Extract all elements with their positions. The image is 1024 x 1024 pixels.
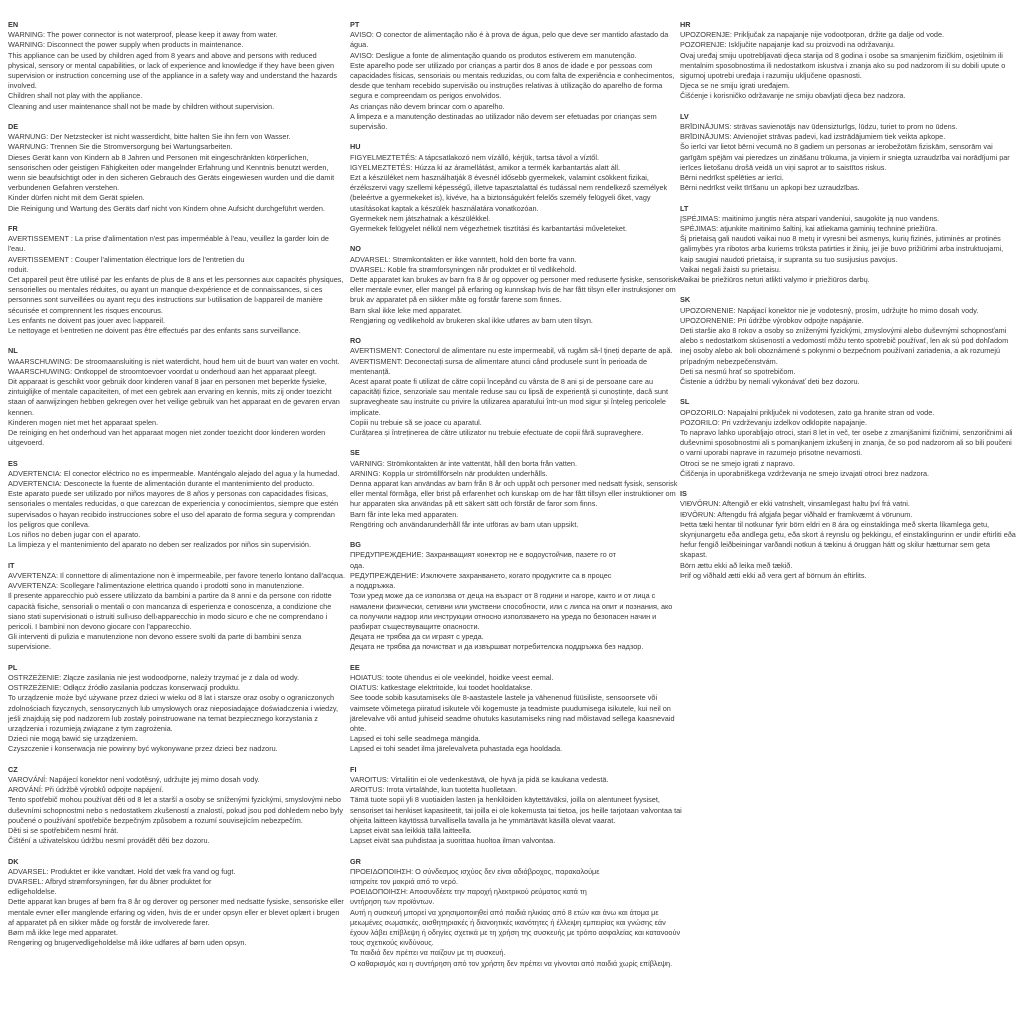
warning-text-line: ARNING: Koppla ur strömtillförseln när produkten underhålls. — [350, 468, 548, 478]
language-code: DK — [8, 856, 19, 866]
warning-text-line: Le nettoyage et l›entretien ne doivent pas être effectués par des enfants sans surveillance. — [8, 326, 301, 336]
warning-text-line: Αυτή η συσκευή μπορεί να χρησιμοποιηθεί από παιδιά ηλικίας από 8 ετών και άνω και άτομα με μειωμένες σωματικές, αισθητηριακές ή διανοητικές ικανότητες ή έλλειψη εμπειρίας και γνώσης εάν έχουν λάβει επίβλεψη ή οδηγίες σχετικά με τη χρήση της συσκευής με τρόπο ασφαλείας και κατανοούν τους σχετικούς κινδύνους. — [350, 907, 681, 948]
language-code: LT — [680, 203, 689, 213]
warning-text-line: ĮSPĖJIMAS: maitinimo jungtis nėra atspari vandeniui, saugokite ją nuo vandens. — [680, 213, 940, 223]
language-code: EE — [350, 662, 360, 672]
warning-text-line: Čistenie a údržbu by nemali vykonávať deti bez dozoru. — [680, 377, 860, 387]
warning-text-line: Ο καθαρισμός και η συντήρηση από τον χρήστη δεν πρέπει να γίνονται από παιδιά χωρίς επίβλεψη. — [350, 958, 673, 968]
warning-text-line: WARNING: Disconnect the power supply when products in maintenance. — [8, 40, 244, 50]
warning-text-line: Lapset eivät saa leikkiä tällä laitteella. — [350, 825, 472, 835]
warning-text-line: ΡΟΕΙΔΟΠΟΙΗΣΗ: Αποσυνδέετε την παροχή ηλεκτρικού ρεύματος κατά τη — [350, 887, 587, 897]
language-code: IT — [8, 560, 15, 570]
warning-text-line: BRĪDINĀJUMS: strāvas savienotājs nav ūdensizturīgs, lūdzu, turiet to prom no ūdens. — [680, 122, 958, 132]
language-section-sk — [680, 295, 1016, 387]
warning-text-line: Vaikai negali žaisti su prietaisu. — [680, 264, 781, 274]
warning-text-line: Acest aparat poate fi utilizat de către copii începând cu vârsta de 8 ani și de persoane care au capacități fizice, senzoriale sau mentale reduse sau cu lipsă de experiență și cunoștințe, dacă sunt supravegheate sau instruite cu privire la utilizarea aparatului într-un mod sigur și înțeleg pericolele implicate. — [350, 377, 669, 417]
warning-text-line: Tämä tuote sopii yli 8 vuotiaiden lasten ja henkilöiden käytettäväksi, joilla on alentuneet fyysiset, sensoriset tai henkiset kapasiteetit, tai joilla ei ole kokemusta tai tietoa, jos heille tarjotaan valvontaa tai ohjeita laitteen käytössä turvallisella tavalla ja he ymmärtävät käsillä olevat vaarat. — [350, 795, 682, 825]
warning-text-line: UPOZORENJE: Priključak za napajanje nije vodootporan, držite ga dalje od vode. — [680, 30, 945, 40]
language-section-is — [680, 489, 1016, 581]
warning-text-line: ADVERTENCIA: Desconecte la fuente de alimentación durante el mantenimiento del producto. — [8, 479, 315, 489]
warning-text-line: Šo ierīci var lietot bērni vecumā no 8 gadiem un personas ar ierobežotām fiziskām, sensorām vai garīgām spējām vai pieredzes un zināšanu trūkuma, ja viņiem ir sniegta uzraudzība vai norādījumi par ierīces lietošanu drošā veidā un viņi saprot ar to saistītos riskus. — [680, 142, 1010, 172]
language-code: IS — [680, 489, 687, 499]
warning-text-line: De reiniging en het onderhoud van het apparaat mogen niet zonder toezicht door kinderen worden uitgevoerd. — [8, 428, 326, 448]
warning-text-line: Rengøring og brugervedligeholdelse må ikke udføres af børn uden opsyn. — [8, 938, 247, 948]
warning-text-line: Този уред може да се използва от деца на възраст от 8 години и нагоре, както и от лица с намалени физически, сетивни или умствени способности, или с липса на опит и познания, ако са получили надзор или инструкции относно използването на уреда по безопасен начин и разбират съществуващите опасности. — [350, 591, 673, 631]
warning-text-line: Este aparato puede ser utilizado por niños mayores de 8 años y personas con capacidades físicas, sensoriales o mentales reducidas, o que carezcan de experiencia y conocimientos, siempre que estén supervisados o hayan recibido instrucciones sobre el uso del aparato de forma segura y comprendan los peligros que conlleva. — [8, 489, 339, 529]
warning-text-line: HOIATUS: toote ühendus ei ole veekindel, hoidke veest eemal. — [350, 672, 554, 682]
warning-text-line: Kinder dürfen nicht mit dem Gerät spielen. — [8, 193, 145, 203]
language-section-nl — [8, 346, 346, 448]
warning-text-line: Čištění a uživatelskou údržbu nesmí provádět děti bez dozoru. — [8, 836, 210, 846]
warning-text-line: WAARSCHUWING: Ontkoppel de stroomtoevoer voordat u onderhoud aan het apparaat pleegt. — [8, 366, 317, 376]
language-code: ES — [8, 458, 18, 468]
warning-text-line: Gli interventi di pulizia e manutenzione non devono essere svolti da parte di bambini senza supervisione. — [8, 632, 302, 652]
warning-text-line: Децата не трябва да почистват и да извършват потребителска поддръжка без надзор. — [350, 642, 644, 652]
language-code: HR — [680, 20, 691, 29]
warning-text-line: Deti sa nesmú hrať so spotrebičom. — [680, 366, 796, 376]
warning-text-line: WARNUNG: Trennen Sie die Stromversorgung bei Wartungsarbeiten. — [8, 142, 233, 152]
warning-text-line: Rengjøring og vedlikehold av brukeren skal ikke utføres av barn uten tilsyn. — [350, 315, 593, 325]
warning-text-line: edligeholdelse. — [8, 887, 57, 897]
warning-text-line: WARNING: The power connector is not waterproof, please keep it away from water. — [8, 30, 278, 40]
warning-text-line: AROITUS: Irrota virtalähde, kun tuotetta huolletaan. — [350, 785, 518, 795]
language-section-hr — [680, 20, 1016, 102]
warning-text-line: VAROVÁNÍ: Napájecí konektor není vodotěsný, udržujte jej mimo dosah vody. — [8, 774, 260, 784]
warning-text-line: AVERTISSEMENT : Couper l'alimentation électrique lors de l'entretien du — [8, 254, 245, 264]
warning-text-line: ΠΡΟΕΙΔΟΠΟΙΗΣΗ: Ο σύνδεσμος ισχύος δεν είναι αδιάβροχος, παρακαλούμε — [350, 866, 600, 876]
warning-text-line: Czyszczenie i konserwacja nie powinny być wykonywane przez dzieci bez nadzoru. — [8, 744, 278, 754]
warning-text-line: Þrif og viðhald ætti ekki að vera gert af börnum án eftirlits. — [680, 570, 867, 580]
warning-text-line: υντήρηση των προϊόντων. — [350, 897, 435, 907]
warning-text-line: La limpieza y el mantenimiento del aparato no deben ser realizados por niños sin supervisión. — [8, 540, 311, 550]
warning-text-line: UPOZORNENIE: Napájací konektor nie je vodotesný, prosím, udržujte ho mimo dosah vody. — [680, 305, 979, 315]
warning-text-line: A limpeza e a manutenção destinadas ao utilizador não devem ser efetuadas por crianças sem supervisão. — [350, 111, 657, 132]
warning-text-line: Dit apparaat is geschikt voor gebruik door kinderen vanaf 8 jaar en personen met beperkte fysieke, zintuiglijke of mentale capaciteiten, of met een gebrek aan ervaring en kennis, mits zij onder toezicht staan of aanwijzingen hebben gekregen over het veilige gebruik van het apparaat en de gevaren ervan kennen. — [8, 377, 340, 417]
warning-text-line: Djeca se ne smiju igrati uređajem. — [680, 81, 790, 91]
warning-text-line: ADVARSEL: Produktet er ikke vandtæt. Hold det væk fra vand og fugt. — [8, 866, 236, 876]
language-section-no — [350, 244, 682, 326]
warning-text-line: Gyermekek felügyelet nélkül nem végezhetnek tisztítási és karbantartási műveleteket. — [350, 224, 628, 234]
warning-text-line: VIÐVÖRUN: Aftengið er ekki vatnshelt, vinsamlegast haltu því frá vatni. — [680, 499, 910, 509]
language-code: FI — [350, 764, 357, 774]
warning-text-line: Čišćenje i korisničko održavanje ne smiju obavljati djeca bez nadzora. — [680, 91, 906, 101]
warning-text-line: Децата не трябва да си играят с уреда. — [350, 632, 484, 642]
warning-text-line: roduit. — [8, 264, 29, 274]
warning-text-line: РЕДУПРЕЖДЕНИЕ: Изключете захранването, когато продуктите са в процес — [350, 570, 612, 580]
warning-text-line: VAROITUS: Virtaliitin ei ole vedenkestävä, ole hyvä ja pidä se kaukana vedestä. — [350, 774, 609, 784]
language-section-ro — [350, 336, 682, 438]
warning-text-line: OPOZORILO: Napajalni priključek ni vodotesen, zato ga hranite stran od vode. — [680, 407, 935, 417]
warning-text-line: Kinderen mogen niet met het apparaat spelen. — [8, 417, 159, 427]
warning-text-line: See toode sobib kasutamiseks üle 8-aastastele lastele ja vähenenud füüsiliste, sensoorsete või vaimsete võimetega piiratud isikutele või kogemuste ja teadmiste puudumisega isikutele, kui neil on järelevalve või antud juhiseid seadme ohutuks kasutamiseks ning nad mõistavad sellega kaasnevaid ohte. — [350, 693, 675, 733]
warning-text-line: Čiščenja in uporabniškega vzdrževanja ne smejo izvajati otroci brez nadzora. — [680, 468, 930, 478]
language-code: SL — [680, 397, 690, 407]
warning-text-line: AVISO: Desligue a fonte de alimentação quando os produtos estiverem em manutenção. — [350, 50, 637, 60]
warning-text-line: SPĖJIMAS: atjunkite maitinimo šaltinį, kai atliekama gaminių techninė priežiūra. — [680, 224, 938, 234]
language-section-hu — [350, 142, 682, 234]
warning-text-line: VARNING: Strömkontakten är inte vattentät, håll den borta från vatten. — [350, 458, 577, 468]
warning-text-line: Los niños no deben jugar con el aparato. — [8, 530, 141, 540]
warning-text-line: Lapset eivät saa puhdistaa ja suorittaa huoltoa ilman valvontaa. — [350, 836, 556, 846]
language-code: PL — [8, 662, 18, 672]
warning-text-line: AVISO: O conector de alimentação não é à prova de água, pelo que deve ser mantido afastado da água. — [350, 30, 669, 50]
language-code: NL — [8, 346, 18, 356]
warning-text-line: Denna apparat kan användas av barn från 8 år och uppåt och personer med nedsatt fysisk, sensorisk eller mental förmåga, eller brist på erfarenhet och kunskap om de har fått tillsyn eller instruktioner om hur apparaten ska användas på ett säkert sätt och förstår de faror som finns. — [350, 479, 678, 509]
warning-text-line: WAARSCHUWING: De stroomaansluiting is niet waterdicht, houd hem uit de buurt van water en vocht. — [8, 356, 340, 366]
warning-text-line: Cleaning and user maintenance shall not be made by children without supervision. — [8, 101, 275, 111]
warning-text-line: DVARSEL: Afbryd strømforsyningen, før du åbner produktet for — [8, 876, 212, 886]
language-section-dk — [8, 857, 346, 949]
warning-text-line: Este aparelho pode ser utilizado por crianças a partir dos 8 anos de idade e por pessoas com capacidades físicas, sensoriais ou mentais reduzidas, ou com falta de experiência e conhecimentos, desde que tenham recebido supervisão ou instruções relativas à utilização do aparelho de forma segura e compreendam os perigos envolvidos. — [350, 60, 675, 101]
warning-text-line: Děti si se spotřebičem nesmí hrát. — [8, 825, 119, 835]
language-section-en — [8, 20, 346, 112]
warning-text-line: WARNUNG: Der Netzstecker ist nicht wasserdicht, bitte halten Sie ihn fern von Wasser. — [8, 132, 291, 142]
language-section-pl — [8, 663, 346, 755]
language-code: BG — [350, 540, 361, 550]
language-section-sl — [680, 397, 1016, 479]
warning-text-line: OIATUS: katkestage elektritoide, kui toodet hooldatakse. — [350, 683, 533, 693]
warning-text-line: ПРЕДУПРЕЖДЕНИЕ: Захранващият конектор не е водоустойчив, пазете го от — [350, 550, 616, 560]
warning-text-line: Šį prietaisą gali naudoti vaikai nuo 8 metų ir vyresni bei asmenys, kurių fizinės, jutiminės ar protinės galimybės yra ribotos arba kuriems trūksta patirties ir žinių, jei jie buvo prižiūrimi arba instruktuojami, kaip saugiai naudoti prietaisą, ir supranta su tuo susijusius pavojus. — [680, 234, 1004, 264]
language-code: HU — [350, 142, 361, 152]
warning-text-line: Ovaj uređaj smiju upotrebljavati djeca starija od 8 godina i osobe sa smanjenim fizičkim, osjetilnim ili mentalnim sposobnostima ili nedostatkom iskustva i znanja ako su pod nadzorom ili su dobili upute o sigurnoj upotrebi uređaja i razumiju uključene opasnosti. — [680, 50, 1006, 81]
language-section-bg — [350, 540, 682, 652]
warning-text-line: Cet appareil peut être utilisé par les enfants de plus de 8 ans et les personnes aux capacités physiques, sensorielles ou mentales réduites, ou ayant un manque d›expérience et de connaissances, si ces personnes sont surveillées ou ayant reçu des instructions sur l›utilisation de l›appareil de manière sécurisée et comprennent les risques encourus. — [8, 275, 344, 315]
warning-text-line: Tento spotřebič mohou používat děti od 8 let a starší a osoby se sníženými fyzickými, smyslovými nebo duševními schopnostmi nebo s nedostatkem zkušeností a znalostí, pokud jsou pod dohledem nebo byly poučené o používání spotřebiče bezpečným způsobem a rozumí souvisejícím nebezpečím. — [8, 795, 344, 825]
warning-text-line: Þetta tæki hentar til notkunar fyrir börn eldri en 8 ára og einstaklinga með skerta líkamlega getu, skynjunargetu eða andlega getu, eða skort á reynslu og þekkingu, ef einstaklingurinn er undir eftirliti eða hefur fengið leiðbeiningar varðandi notkun á tækinu á öruggan hátt og skilur hætturnar sem geta skapast. — [680, 519, 1016, 560]
language-code: PT — [350, 20, 360, 29]
warning-text-line: Τα παιδιά δεν πρέπει να παίζουν με τη συσκευή. — [350, 948, 506, 958]
warning-text-line: Lapsed ei tohi seadet ilma järelevalveta puhastada ega hooldada. — [350, 744, 563, 754]
warning-text-line: ADVARSEL: Strømkontakten er ikke vanntett, hold den borte fra vann. — [350, 254, 577, 264]
warning-text-line: This appliance can be used by children aged from 8 years and above and persons with reduced physical, sensory or mental capabilities, or lack of experience and knowledge if they have been given supervision or instruction concerning use of the appliance in a safety way and understand the hazards involved. — [8, 50, 337, 91]
language-code: EN — [8, 20, 19, 29]
warning-text-line: Bērni nedrīkst veikt tīrīšanu un apkopi bez uzraudzības. — [680, 183, 860, 193]
language-section-lv — [680, 112, 1016, 194]
warning-text-line: AVERTISSEMENT : La prise d'alimentation n'est pas imperméable à l'eau, veuillez la garder loin de l'eau. — [8, 234, 329, 254]
warning-text-line: UPOZORNENIE: Pri údržbe výrobkov odpojte napájanie. — [680, 315, 864, 325]
warning-text-line: Children shall not play with the appliance. — [8, 91, 143, 101]
language-code: GR — [350, 856, 361, 866]
warning-text-line: Vaikai be priežiūros neturi atlikti valymo ir priežiūros darbų. — [680, 275, 870, 285]
warning-text-line: Il presente apparecchio può essere utilizzato da bambini a partire da 8 anni e da persone con ridotte capacità fisiche, sensoriali o mentali o con mancanza di esperienza e conoscenza, a condizione che siano stati supervisionati o istruiti sull›uso dell›apparecchio in modo sicuro e che ne comprendano i pericoli. I bambini non devono giocare con l'apparecchio. — [8, 591, 332, 631]
warning-text-line: Barn får inte leka med apparaten. — [350, 509, 459, 519]
warning-text-line: IÐVÖRUN: Aftengdu frá afgjafa þegar viðhald er framkvæmt á vörunum. — [680, 509, 913, 519]
warning-text-line: Otroci se ne smejo igrati z napravo. — [680, 458, 795, 468]
warning-text-line: Die Reinigung und Wartung des Geräts darf nicht von Kindern ohne Aufsicht durchgeführt werden. — [8, 203, 325, 213]
warning-text-line: AROVÁNÍ: Při údržbě výrobků odpojte napájení. — [8, 785, 164, 795]
warning-text-line: Lapsed ei tohi selle seadmega mängida. — [350, 734, 481, 744]
language-section-it — [8, 561, 346, 653]
warning-text-line: ADVERTENCIA: El conector eléctrico no es impermeable. Manténgalo alejado del agua y la humedad. — [8, 468, 340, 478]
warning-text-line: AVERTISMENT: Conectorul de alimentare nu este impermeabil, vă rugăm să-l țineți departe de apă. — [350, 346, 673, 356]
warning-text-line: Børn må ikke lege med apparatet. — [8, 927, 118, 937]
warning-text-line: Börn ættu ekki að leika með tækið. — [680, 560, 793, 570]
warning-text-line: FIGYELMEZTETÉS: A tápcsatlakozó nem vízálló, kérjük, tartsa távol a víztől. — [350, 152, 599, 162]
language-code: LV — [680, 111, 689, 121]
warning-text-line: а поддръжка. — [350, 581, 396, 591]
warning-text-line: Deti staršie ako 8 rokov a osoby so zníženými fyzickými, zmyslovými alebo duševnými schopnosťami alebo s nedostatkom skúseností a vedomostí môžu tento spotrebič používať, len ak sú pod dohľadom inej osoby alebo ak boli oboznámené s pokynmi o bezpečnom používaní zariadenia, a ak rozumejú prípadným nebezpečenstvám. — [680, 326, 1009, 366]
language-section-lt — [680, 204, 1016, 286]
warning-text-line: AVVERTENZA: Il connettore di alimentazione non è impermeabile, per favore tenerlo lontano dall'acqua. — [8, 570, 345, 580]
language-section-cz — [8, 765, 346, 847]
warning-text-line: OSTRZEŻENIE: Odłącz źródło zasilania podczas konserwacji produktu. — [8, 683, 240, 693]
language-code: DE — [8, 122, 19, 132]
warning-text-line: Dette apparatet kan brukes av barn fra 8 år og oppover og personer med reduserte fysiske, sensoriske eller mentale evner, eller mangel på erfaring og kunnskap hvis de har fått tilsyn eller instruksjoner om bruk av apparatet på en sikker måte og forstår farene som finnes. — [350, 275, 682, 305]
language-section-fi — [350, 765, 682, 847]
language-code: SK — [680, 295, 691, 305]
warning-text-line: To urządzenie może być używane przez dzieci w wieku od 8 lat i starsze oraz osoby o ograniczonych zdolnościach fizycznych, sensorycznych lub umysłowych oraz nieposiadające doświadczenia i wiedzy, jeśli znajdują się pod nadzorem lub zostały poinstruowane na temat bezpiecznego korzystania z urządzenia i rozumieją związane z tym zagrożenia. — [8, 693, 339, 733]
warning-text-line: POZORENJE: Isključite napajanje kad su proizvodi na održavanju. — [680, 40, 895, 50]
language-section-ee — [350, 663, 682, 755]
column-middle — [350, 20, 682, 979]
warning-text-line: Curățarea și întreținerea de către utilizator nu trebuie efectuate de copii fără supraveghere. — [350, 428, 644, 438]
warning-text-line: AVVERTENZA: Scollegare l'alimentazione elettrica quando i prodotti sono in manutenzione. — [8, 581, 305, 591]
language-section-pt — [350, 20, 682, 132]
warning-text-line: Rengöring och användarunderhåll får inte utföras av barn utan uppsikt. — [350, 519, 579, 529]
warning-text-line: Barn skal ikke leke med apparatet. — [350, 305, 462, 315]
language-section-gr — [350, 857, 682, 969]
warning-text-line: POZORILO: Pri vzdrževanju izdelkov odklopite napajanje. — [680, 417, 867, 427]
warning-text-line: Dieses Gerät kann von Kindern ab 8 Jahren und Personen mit eingeschränkten körperlichen, sensorischen oder geistigen Fähigkeiten oder mangelnder Erfahrung und Kenntnis benutzt werden, wenn sie beaufsichtigt oder in den sicheren Gebrauch des Geräts eingewiesen wurden und die damit verbundenen Gefahren verstehen. — [8, 152, 335, 193]
language-section-se — [350, 448, 682, 530]
warning-text-line: As crianças não devem brincar com o aparelho. — [350, 101, 505, 111]
language-code: CZ — [8, 764, 18, 774]
column-left — [8, 20, 346, 959]
warning-text-line: Dzieci nie mogą bawić się urządzeniem. — [8, 734, 138, 744]
warning-text-line: DVARSEL: Koble fra strømforsyningen når produktet er til vedlikehold. — [350, 264, 577, 274]
warning-text-line: OSTRZEŻENIE: Złącze zasilania nie jest wodoodporne, należy trzymać je z dala od wody. — [8, 672, 300, 682]
language-code: RO — [350, 336, 361, 346]
warning-text-line: To napravo lahko uporabljajo otroci, stari 8 let in več, ter osebe z zmanjšanimi fizičnimi, senzoričnimi ali duševnimi sposobnostmi ali s pomanjkanjem izkušenj in znanja, če so pod nadzorom ali so bili poučeni o varni uporabi naprave in razumejo prisotne nevarnosti. — [680, 428, 1013, 458]
warning-text-line: IGYELMEZTETÉS: Húzza ki az áramellátást, amikor a termék karbantartás alatt áll. — [350, 162, 621, 172]
warning-text-line: ιατηρείτε τον μακριά από το νερό. — [350, 876, 458, 886]
warning-text-line: BRĪDINĀJUMS: Atvienojiet strāvas padevi, kad izstrādājumiem tiek veikta apkope. — [680, 132, 946, 142]
language-code: FR — [8, 224, 18, 234]
warning-text-line: Bērni nedrīkst spēlēties ar ierīci. — [680, 173, 784, 183]
warning-text-line: Dette apparat kan bruges af børn fra 8 år og derover og personer med nedsatte fysiske, sensoriske eller mentale evner eller manglende erfaring og viden, hvis de er under opsyn eller er blevet oplært i brugen af apparatet på en sikker måde og forstår de involverede farer. — [8, 897, 344, 927]
language-code: SE — [350, 448, 360, 458]
warning-text-line: Copiii nu trebuie să se joace cu aparatul. — [350, 417, 482, 427]
language-section-de — [8, 122, 346, 214]
warning-text-line: AVERTISMENT: Deconectați sursa de alimentare atunci când produsele sunt în perioada de mentenanță. — [350, 356, 648, 376]
warning-text-line: Ezt a készüléket nem használhatják 8 évesnél idősebb gyermekek, valamint csökkent fizikai, érzékszervi vagy szellemi képességű, illetve tapasztalattal és tudással nem rendelkező személyek (beleértve a gyermekeket is), kivéve, ha a biztonságukért felelős személy felügyeli őket, vagy utasításokat kaptak a készülék használatára vonatkozóan. — [350, 173, 668, 213]
warning-text-line: Les enfants ne doivent pas jouer avec l›appareil. — [8, 315, 165, 325]
language-section-es — [8, 459, 346, 551]
column-right — [680, 20, 1016, 591]
language-code: NO — [350, 244, 361, 254]
warning-text-line: ода. — [350, 560, 365, 570]
warning-text-line: Gyermekek nem játszhatnak a készülékkel. — [350, 213, 491, 223]
language-section-fr — [8, 224, 346, 336]
